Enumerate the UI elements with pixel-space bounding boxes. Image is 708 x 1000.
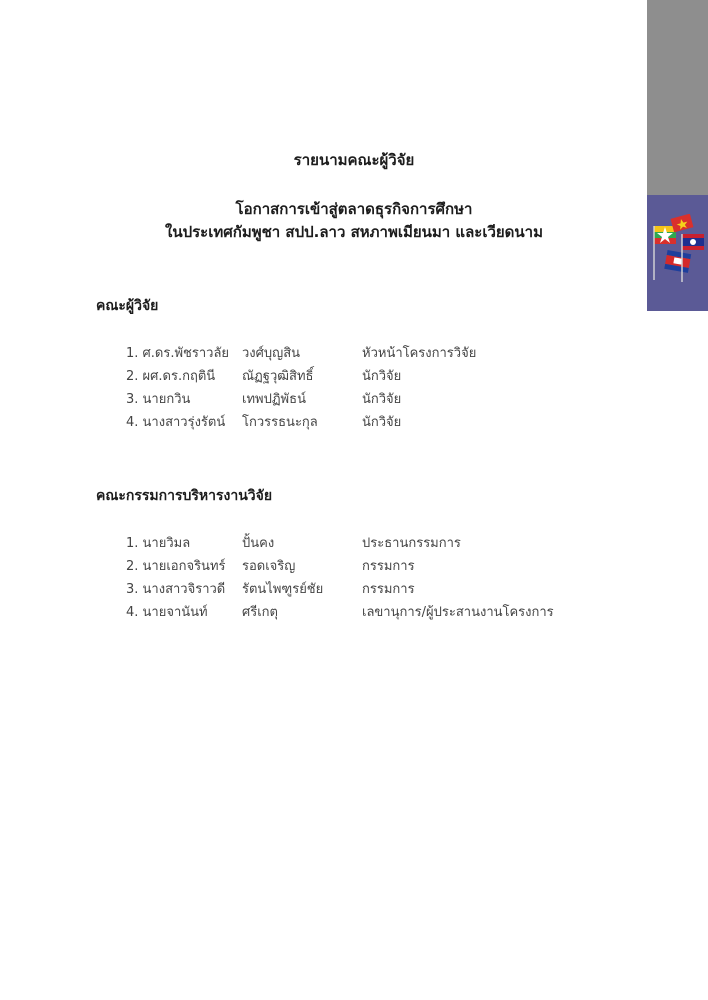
member-role: กรรมการ xyxy=(362,559,415,574)
member-name: 2. นายเอกจรินทร์ xyxy=(126,559,226,574)
member-name: 2. ผศ.ดร.กฤตินี xyxy=(126,369,216,384)
member-surname: รอดเจริญ xyxy=(242,559,296,574)
member-surname: ณัฏฐวุฒิสิทธิ์ xyxy=(242,369,314,384)
member-role: กรรมการ xyxy=(362,582,415,597)
member-name: 3. นายกวิน xyxy=(126,392,191,407)
page-title: รายนามคณะผู้วิจัย xyxy=(293,151,415,169)
member-role: หัวหน้าโครงการวิจัย xyxy=(362,346,477,361)
member-role: นักวิจัย xyxy=(362,392,402,407)
member-role: นักวิจัย xyxy=(362,369,402,384)
project-title-line-2: ในประเทศกัมพูชา สปป.ลาว สหภาพเมียนมา และเวียดนาม xyxy=(165,223,543,241)
member-surname: รัตนไพฑูรย์ชัย xyxy=(242,582,324,597)
member-surname: วงศ์บุญสิน xyxy=(242,346,301,361)
member-surname: ศรีเกตุ xyxy=(242,605,278,620)
member-role: ประธานกรรมการ xyxy=(362,536,461,551)
member-name: 4. นายจานันท์ xyxy=(126,605,208,620)
member-name: 1. นายวิมล xyxy=(126,536,191,551)
committee-heading: คณะกรรมการบริหารงานวิจัย xyxy=(96,488,273,504)
member-surname: ปั้นคง xyxy=(242,536,275,551)
member-name: 1. ศ.ดร.พัชราวลัย xyxy=(126,346,230,361)
member-role: เลขานุการ/ผู้ประสานงานโครงการ xyxy=(362,605,554,620)
member-role: นักวิจัย xyxy=(362,415,402,430)
researchers-heading: คณะผู้วิจัย xyxy=(96,298,159,314)
member-name: 3. นางสาวจิราวดี xyxy=(126,582,226,597)
member-name: 4. นางสาวรุ่งรัตน์ xyxy=(126,415,226,430)
project-title-line-1: โอกาสการเข้าสู่ตลาดธุรกิจการศึกษา xyxy=(235,200,473,218)
member-surname: โกวรรธนะกุล xyxy=(242,415,318,430)
member-surname: เทพปฏิพัธน์ xyxy=(242,392,306,407)
